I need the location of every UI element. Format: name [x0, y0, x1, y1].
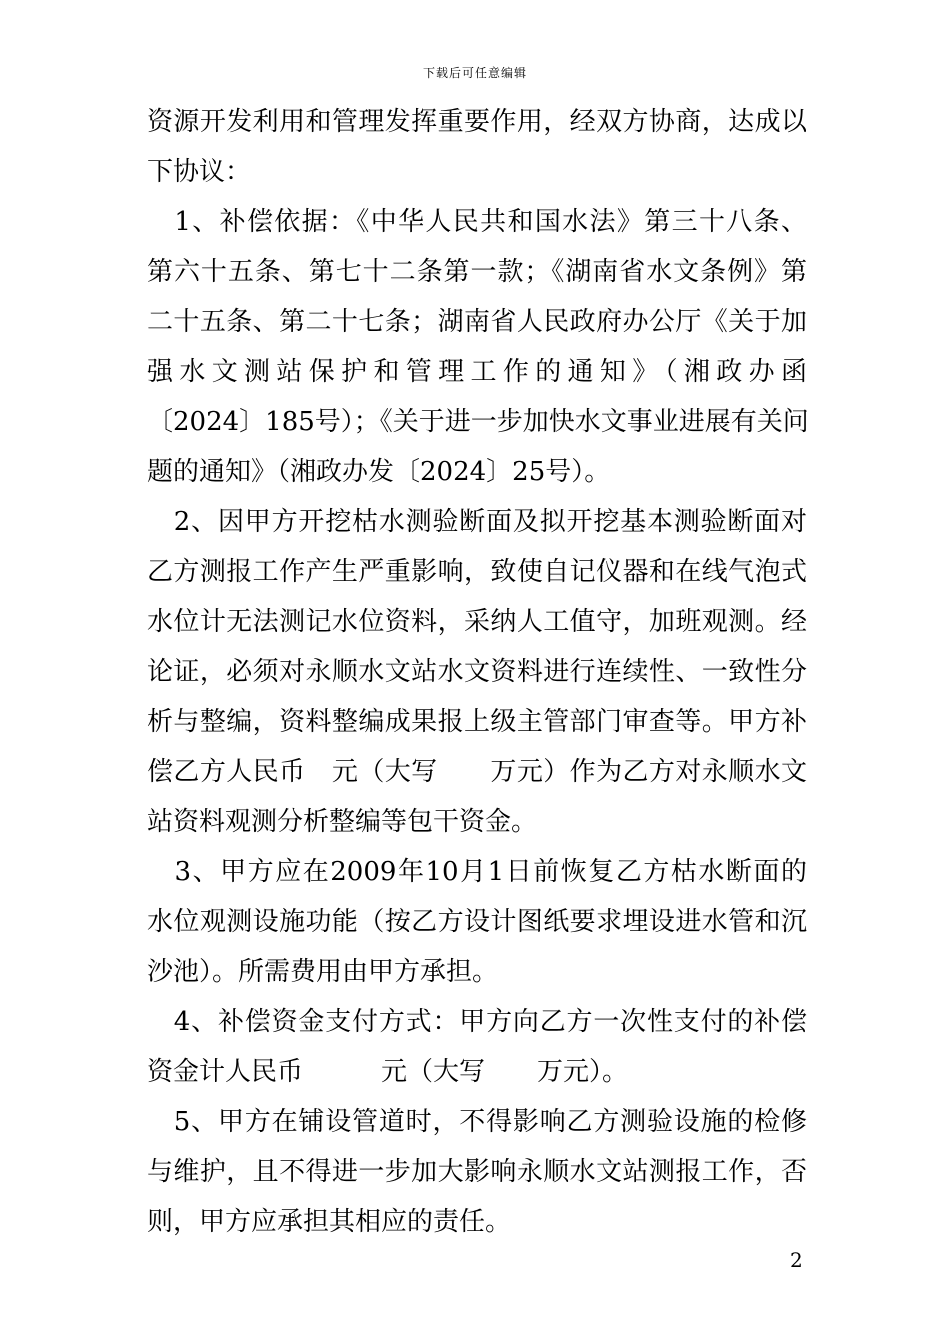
paragraph-line: 强水文测站保护和管理工作的通知》（湘政办函 [147, 357, 807, 387]
paragraph-line: 水位计无法测记水位资料，采纳人工值守，加班观测。经 [147, 607, 807, 637]
paragraph-line: 论证，必须对永顺水文站水文资料进行连续性、一致性分 [147, 657, 807, 687]
paragraph-line: 资金计人民币 元（大写 万元）。 [147, 1057, 629, 1087]
paragraph-line: 二十五条、第二十七条；湖南省人民政府办公厅《关于加 [147, 307, 807, 337]
page-number: 2 [790, 1248, 803, 1272]
paragraph-line: 乙方测报工作产生严重影响，致使自记仪器和在线气泡式 [147, 557, 807, 587]
paragraph-line: 2、因甲方开挖枯水测验断面及拟开挖基本测验断面对 [147, 507, 807, 537]
paragraph-line: 站资料观测分析整编等包干资金。 [147, 807, 538, 837]
paragraph-line: 沙池）。所需费用由甲方承担。 [147, 957, 499, 987]
paragraph-line: 偿乙方人民币 元（大写 万元）作为乙方对永顺水文 [147, 757, 807, 787]
paragraph-line: 析与整编，资料整编成果报上级主管部门审查等。甲方补 [147, 707, 807, 737]
header-note: 下载后可任意编辑 [422, 66, 527, 80]
paragraph-line: 下协议： [147, 157, 252, 187]
paragraph-line: 题的通知》（湘政办发〔2024〕25号）。 [147, 457, 611, 487]
paragraph-line: 1、补偿依据：《中华人民共和国水法》第三十八条、 [147, 207, 807, 237]
paragraph-line: 5、甲方在铺设管道时，不得影响乙方测验设施的检修 [147, 1107, 807, 1137]
paragraph-line: 则，甲方应承担其相应的责任。 [147, 1207, 512, 1237]
paragraph-line: 〔2024〕185号）；《关于进一步加快水文事业进展有关问 [147, 407, 809, 437]
paragraph-line: 3、甲方应在2009年10月1日前恢复乙方枯水断面的 [147, 857, 807, 887]
paragraph-line: 水位观测设施功能（按乙方设计图纸要求埋设进水管和沉 [147, 907, 807, 937]
paragraph-line: 与维护，且不得进一步加大影响永顺水文站测报工作，否 [147, 1157, 807, 1187]
paragraph-line: 资源开发利用和管理发挥重要作用，经双方协商，达成以 [147, 107, 807, 137]
paragraph-line: 第六十五条、第七十二条第一款；《湖南省水文条例》第 [147, 257, 807, 287]
paragraph-line: 4、补偿资金支付方式：甲方向乙方一次性支付的补偿 [147, 1007, 807, 1037]
